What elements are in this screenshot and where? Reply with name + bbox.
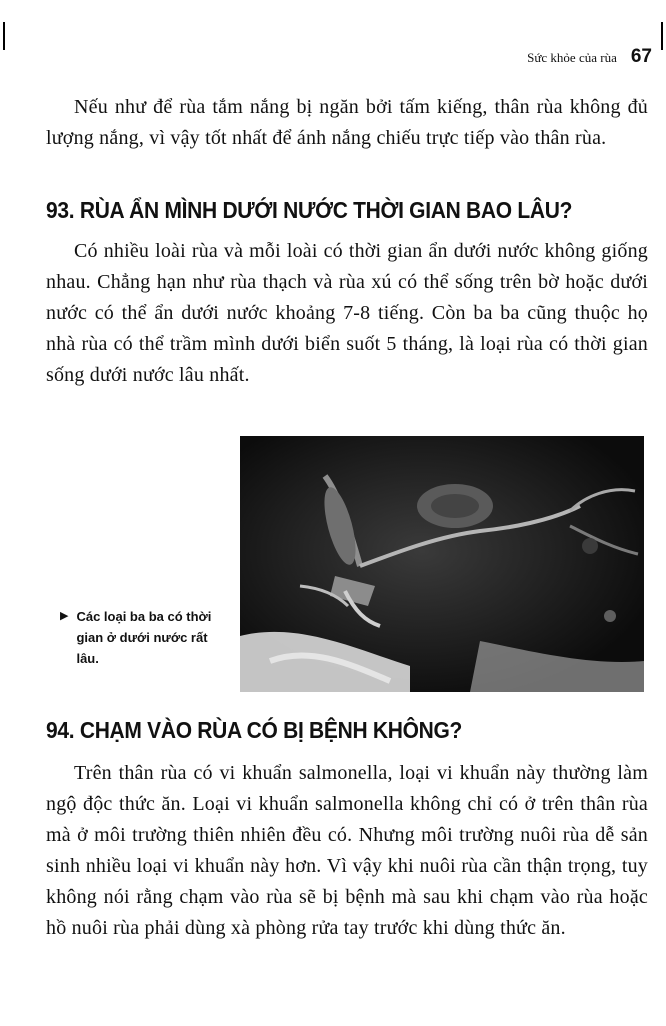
caption-text: Các loại ba ba có thời gian ở dưới nước rất lâu.: [76, 609, 212, 666]
intro-text: Nếu như để rùa tắm nắng bị ngăn bởi tấm kiếng, thân rùa không đủ lượng nắng, vì vậy tốt nhất để ánh nắng chiếu trực tiếp vào thân rùa.: [46, 96, 648, 149]
intro-paragraph: [46, 92, 648, 154]
section-93-text: Có nhiều loài rùa và mỗi loài có thời gian ẩn dưới nước không giống nhau. Chẳng hạn như rùa thạch và rùa xú có thể sống trên bờ hoặc dưới nước có thể ẩn dưới nước khoảng 7-8 tiếng. Còn ba ba cũng thuộc họ nhà rùa có thể trầm mình dưới biển suốt 5 tháng, là loại rùa có thời gian sống dưới nước lâu nhất.: [46, 240, 648, 386]
section-94-heading: 94. CHẠM VÀO RÙA CÓ BỊ BỆNH KHÔNG?: [46, 718, 463, 744]
section-94-text: Trên thân rùa có vi khuẩn salmonella, loại vi khuẩn này thường làm ngộ độc thức ăn. Loại vi khuẩn salmonella không chỉ có ở trên thân rùa mà ở môi trường thiên nhiên đều có. Nhưng môi trường nuôi rùa dễ sản sinh nhiều loại vi khuẩn này hơn. Vì vậy khi nuôi rùa cần thận trọng, tuy không nói rằng chạm vào rùa sẽ bị bệnh mà sau khi chạm vào rùa hoặc hồ nuôi rùa phải dùng xà phòng rửa tay trước khi dùng thức ăn.: [46, 762, 648, 939]
page-number: 67: [630, 46, 652, 67]
page-edge-mark: [3, 22, 5, 50]
running-head: [527, 46, 652, 68]
page-edge-mark: [661, 22, 663, 50]
section-93-paragraph: [46, 236, 648, 391]
running-title: Sức khỏe của rùa: [527, 50, 617, 65]
softshell-turtle-photo: [240, 436, 644, 692]
section-93-heading: 93. RÙA ẨN MÌNH DƯỚI NƯỚC THỜI GIAN BAO LÂU?: [46, 198, 573, 224]
figure-caption: [60, 606, 236, 669]
section-94-paragraph: [46, 758, 648, 944]
caption-marker-icon: ▶: [60, 610, 69, 622]
